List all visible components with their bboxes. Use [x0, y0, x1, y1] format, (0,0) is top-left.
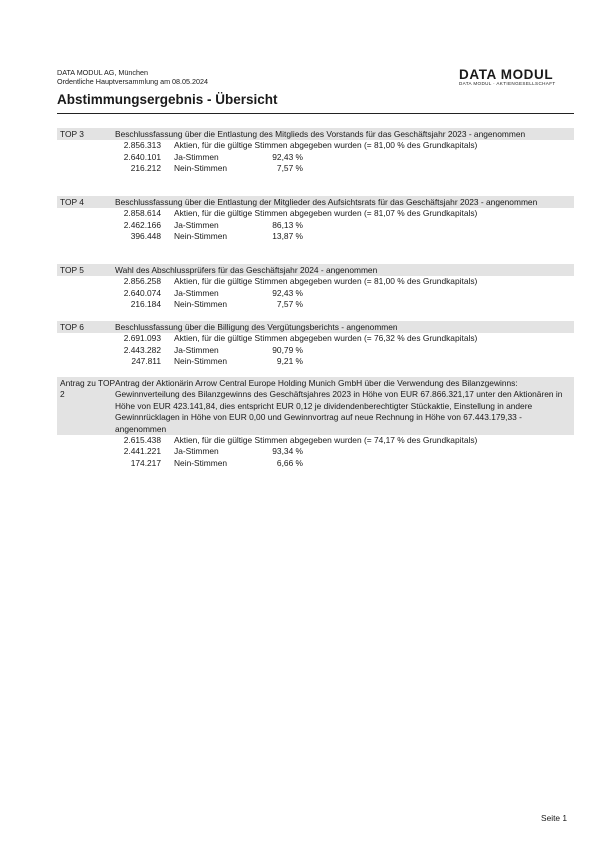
page-number: Seite 1	[541, 813, 568, 823]
resolution-item-top4	[57, 196, 574, 242]
shares-row	[57, 140, 574, 151]
resolution-item-top6	[57, 321, 574, 367]
valid-shares: 2.856.258	[123, 276, 161, 287]
no-row	[57, 231, 574, 242]
no-row	[57, 299, 574, 310]
yes-row	[57, 220, 574, 231]
shares-row	[57, 276, 574, 287]
no-votes: 216.212	[130, 163, 161, 173]
yes-votes: 2.462.166	[123, 219, 161, 230]
yes-votes: 2.640.074	[123, 287, 161, 298]
yes-votes: 2.640.101	[123, 151, 161, 162]
yes-percent: 86,13 %	[272, 219, 303, 230]
resolution-description: Antrag der Aktionärin Arrow Central Europe Holding Munich GmbH über die Verwendung des Bilanzgewinns: Gewinnverteilung des Bilanzgewinns des Geschäftsjahres 2023 in Höhe von EUR 67.866.321,17 unter den Aktionären in Höhe von EUR 423.141,84, dies entspricht EUR 0,12 je dividendenberechtigter Stückaktie, Einstellung in andere Gewinnrücklagen in Höhe von EUR 0,00 und Gewinnvortrag auf neue Rechnung in Höhe von 67.443.179,33 - angenommen	[115, 378, 563, 434]
yes-label: Ja-Stimmen	[174, 446, 219, 457]
yes-row	[57, 152, 574, 163]
no-percent: 9,21 %	[276, 356, 303, 366]
no-row	[57, 458, 574, 469]
no-votes: 174.217	[130, 457, 161, 468]
agenda-label: TOP 5	[60, 265, 84, 275]
yes-row	[57, 446, 574, 457]
company-name: DATA MODUL AG, München	[57, 68, 148, 77]
yes-percent: 90,79 %	[272, 344, 303, 355]
shares-row	[57, 333, 574, 344]
valid-shares: 2.691.093	[123, 333, 161, 344]
title-divider	[57, 113, 574, 114]
resolution-header	[57, 264, 574, 276]
resolution-item-top5	[57, 264, 574, 310]
valid-shares-text: Aktien, für die gültige Stimmen abgegeben wurden (= 81,07 % des Grundkapitals)	[174, 208, 478, 219]
no-votes: 247.811	[131, 356, 161, 366]
resolution-item-motion-top2	[57, 377, 574, 469]
no-votes: 396.448	[130, 231, 161, 241]
no-label: Nein-Stimmen	[174, 356, 228, 366]
yes-label: Ja-Stimmen	[174, 151, 219, 162]
resolution-item-top3	[57, 128, 574, 174]
page-title: Abstimmungsergebnis - Übersicht	[57, 92, 278, 107]
resolution-description: Wahl des Abschlussprüfers für das Geschäftsjahr 2024 - angenommen	[115, 265, 378, 275]
no-percent: 13,87 %	[272, 231, 303, 241]
resolution-description: Beschlussfassung über die Entlastung des Mitglieds des Vorstands für das Geschäftsjahr 2023 - angenommen	[115, 129, 526, 139]
agenda-label: TOP 6	[60, 322, 84, 332]
valid-shares: 2.858.614	[123, 208, 161, 219]
no-row	[57, 356, 574, 367]
resolution-header	[57, 196, 574, 208]
resolution-header	[57, 321, 574, 333]
shares-row	[57, 208, 574, 219]
yes-percent: 92,43 %	[272, 287, 303, 298]
agenda-label: TOP 4	[60, 197, 84, 207]
no-label: Nein-Stimmen	[174, 231, 228, 241]
yes-row	[57, 288, 574, 299]
yes-label: Ja-Stimmen	[174, 219, 219, 230]
company-logo	[459, 68, 574, 87]
logo-subline: DATA MODUL · AKTIENGESELLSCHAFT	[459, 81, 556, 86]
yes-row	[57, 345, 574, 356]
yes-percent: 92,43 %	[272, 151, 303, 162]
meeting-date: Ordentliche Hauptversammlung am 08.05.2024	[57, 77, 209, 86]
no-row	[57, 163, 574, 174]
no-label: Nein-Stimmen	[174, 457, 228, 468]
no-percent: 7,57 %	[276, 163, 303, 173]
resolution-description: Beschlussfassung über die Billigung des Vergütungsberichts - angenommen	[115, 322, 398, 332]
yes-votes: 2.441.221	[123, 446, 161, 457]
valid-shares: 2.856.313	[123, 140, 161, 151]
valid-shares-text: Aktien, für die gültige Stimmen abgegeben wurden (= 81,00 % des Grundkapitals)	[174, 276, 478, 287]
resolution-header	[57, 128, 574, 140]
valid-shares-text: Aktien, für die gültige Stimmen abgegeben wurden (= 81,00 % des Grundkapitals)	[174, 140, 478, 151]
resolution-description: Beschlussfassung über die Entlastung der Mitglieder des Aufsichtsrats für das Geschäftsjahr 2023 - angenommen	[115, 197, 538, 207]
agenda-label: TOP 3	[60, 129, 84, 139]
no-percent: 7,57 %	[276, 299, 303, 309]
shares-row	[57, 435, 574, 446]
no-percent: 6,66 %	[276, 457, 303, 468]
valid-shares-text: Aktien, für die gültige Stimmen abgegeben wurden (= 76,32 % des Grundkapitals)	[174, 333, 478, 344]
yes-label: Ja-Stimmen	[174, 287, 219, 298]
yes-votes: 2.443.282	[123, 344, 161, 355]
valid-shares-text: Aktien, für die gültige Stimmen abgegeben wurden (= 74,17 % des Grundkapitals)	[174, 435, 478, 446]
resolution-header	[57, 377, 574, 435]
no-label: Nein-Stimmen	[174, 163, 228, 173]
logo-wordmark: DATA MODUL	[459, 67, 554, 82]
yes-label: Ja-Stimmen	[174, 344, 219, 355]
valid-shares: 2.615.438	[123, 435, 161, 446]
no-votes: 216.184	[130, 299, 161, 309]
yes-percent: 93,34 %	[272, 446, 303, 457]
agenda-label: Antrag zu TOP 2	[60, 378, 115, 400]
no-label: Nein-Stimmen	[174, 299, 228, 309]
